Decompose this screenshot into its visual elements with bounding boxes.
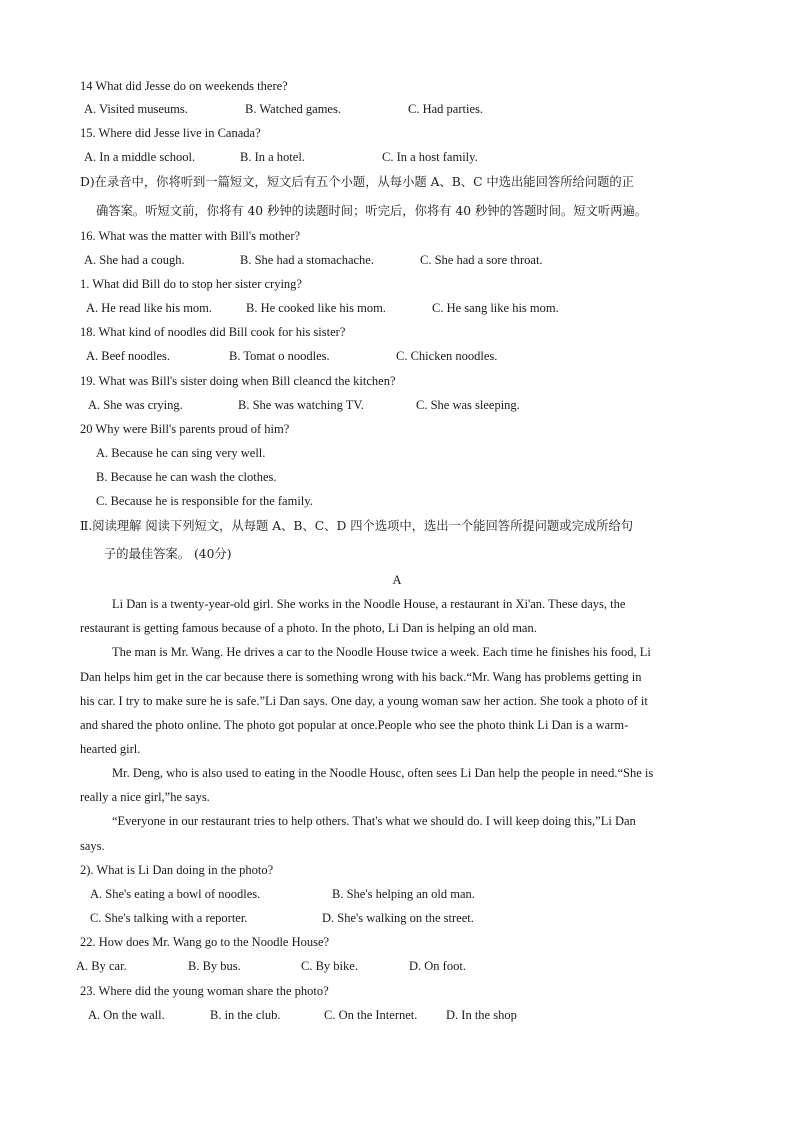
question-16-option-b: B. She had a stomachache.	[240, 253, 374, 267]
passage-para-2-line-1: The man is Mr. Wang. He drives a car to the Noodle House twice a week. Each time he finishes his food, Li	[112, 645, 651, 659]
passage-label: A	[392, 573, 402, 587]
question-23-option-d: D. In the shop	[446, 1008, 517, 1022]
question-15-option-c: C. In a host family.	[382, 150, 478, 164]
section-d-instruction-line-2: 确答案。听短文前，你将有 40 秒钟的读题时间；听完后，你将有 40 秒钟的答题时间。短文听两遍。	[96, 204, 648, 218]
question-21-option-c: C. She's talking with a reporter.	[90, 911, 248, 925]
question-20-option-a: A. Because he can sing very well.	[96, 446, 266, 460]
section-d-instruction-line-1: D)在录音中，你将听到一篇短文，短文后有五个小题，从每小题 A、B、C 中选出能回答所给问题的正	[80, 175, 634, 189]
passage-para-4-line-2: says.	[80, 839, 105, 853]
question-23-option-c: C. On the Internet.	[324, 1008, 418, 1022]
question-14-option-c: C. Had parties.	[408, 102, 483, 116]
question-21-stem: 2). What is Li Dan doing in the photo?	[80, 863, 274, 877]
question-19-option-a: A. She was crying.	[88, 398, 183, 412]
passage-para-2-line-5: hearted girl.	[80, 742, 141, 756]
passage-para-2-line-3: his car. I try to make sure he is safe.”Li Dan says. One day, a young woman saw her action. She took a photo of it	[80, 694, 648, 708]
question-21-option-b: B. She's helping an old man.	[332, 887, 475, 901]
passage-para-2-line-2: Dan helps him get in the car because there is something wrong with his back.“Mr. Wang has problems getting in	[80, 670, 642, 684]
question-20-option-c: C. Because he is responsible for the family.	[96, 494, 313, 508]
question-18-option-a: A. Beef noodles.	[86, 349, 171, 363]
question-22-option-b: B. By bus.	[188, 959, 241, 973]
question-16-stem: 16. What was the matter with Bill's mother?	[80, 229, 301, 243]
question-20-option-b: B. Because he can wash the clothes.	[96, 470, 277, 484]
question-14-option-b: B. Watched games.	[245, 102, 341, 116]
question-21-option-a: A. She's eating a bowl of noodles.	[90, 887, 261, 901]
question-14-option-a: A. Visited museums.	[84, 102, 188, 116]
question-20-stem: 20 Why were Bill's parents proud of him?	[80, 422, 290, 436]
question-18-stem: 18. What kind of noodles did Bill cook for his sister?	[80, 325, 346, 339]
question-19-stem: 19. What was Bill's sister doing when Bill cleancd the kitchen?	[80, 374, 396, 388]
question-15-stem: 15. Where did Jesse live in Canada?	[80, 126, 261, 140]
question-15-option-a: A. In a middle school.	[84, 150, 196, 164]
question-21-option-d: D. She's walking on the street.	[322, 911, 474, 925]
question-15-option-b: B. In a hotel.	[240, 150, 305, 164]
question-23-option-b: B. in the club.	[210, 1008, 281, 1022]
reading-section-heading-line-1: Ⅱ.阅读理解 阅读下列短文，从每题 A、B、C、D 四个选项中，选出一个能回答所提问题或完成所给句	[80, 519, 634, 533]
question-19-option-b: B. She was watching TV.	[238, 398, 364, 412]
question-16-option-c: C. She had a sore throat.	[420, 253, 543, 267]
question-22-option-d: D. On foot.	[409, 959, 466, 973]
question-16-option-a: A. She had a cough.	[84, 253, 185, 267]
question-17-stem: 1. What did Bill do to stop her sister crying?	[80, 277, 302, 291]
question-17-option-c: C. He sang like his mom.	[432, 301, 559, 315]
passage-para-1-line-1: Li Dan is a twenty-year-old girl. She works in the Noodle House, a restaurant in Xi'an. These days, the	[112, 597, 626, 611]
passage-para-2-line-4: and shared the photo online. The photo got popular at once.People who see the photo think Li Dan is a warm-	[80, 718, 629, 732]
passage-para-3-line-2: really a nice girl,”he says.	[80, 790, 210, 804]
passage-para-4-line-1: “Everyone in our restaurant tries to help others. That's what we should do. I will keep doing this,”Li Dan	[112, 814, 636, 828]
question-23-option-a: A. On the wall.	[88, 1008, 165, 1022]
question-14-stem: 14 What did Jesse do on weekends there?	[80, 79, 288, 93]
question-17-option-a: A. He read like his mom.	[86, 301, 213, 315]
question-19-option-c: C. She was sleeping.	[416, 398, 520, 412]
reading-section-heading-line-2: 子的最佳答案。 (40分)	[104, 547, 232, 561]
question-18-option-c: C. Chicken noodles.	[396, 349, 498, 363]
question-22-option-a: A. By car.	[76, 959, 127, 973]
passage-para-3-line-1: Mr. Deng, who is also used to eating in the Noodle Housc, often sees Li Dan help the people in need.“She is	[112, 766, 654, 780]
question-18-option-b: B. Tomat o noodles.	[229, 349, 330, 363]
question-22-option-c: C. By bike.	[301, 959, 358, 973]
question-23-stem: 23. Where did the young woman share the photo?	[80, 984, 329, 998]
passage-para-1-line-2: restaurant is getting famous because of a photo. In the photo, Li Dan is helping an old man.	[80, 621, 537, 635]
question-22-stem: 22. How does Mr. Wang go to the Noodle House?	[80, 935, 330, 949]
question-17-option-b: B. He cooked like his mom.	[246, 301, 386, 315]
